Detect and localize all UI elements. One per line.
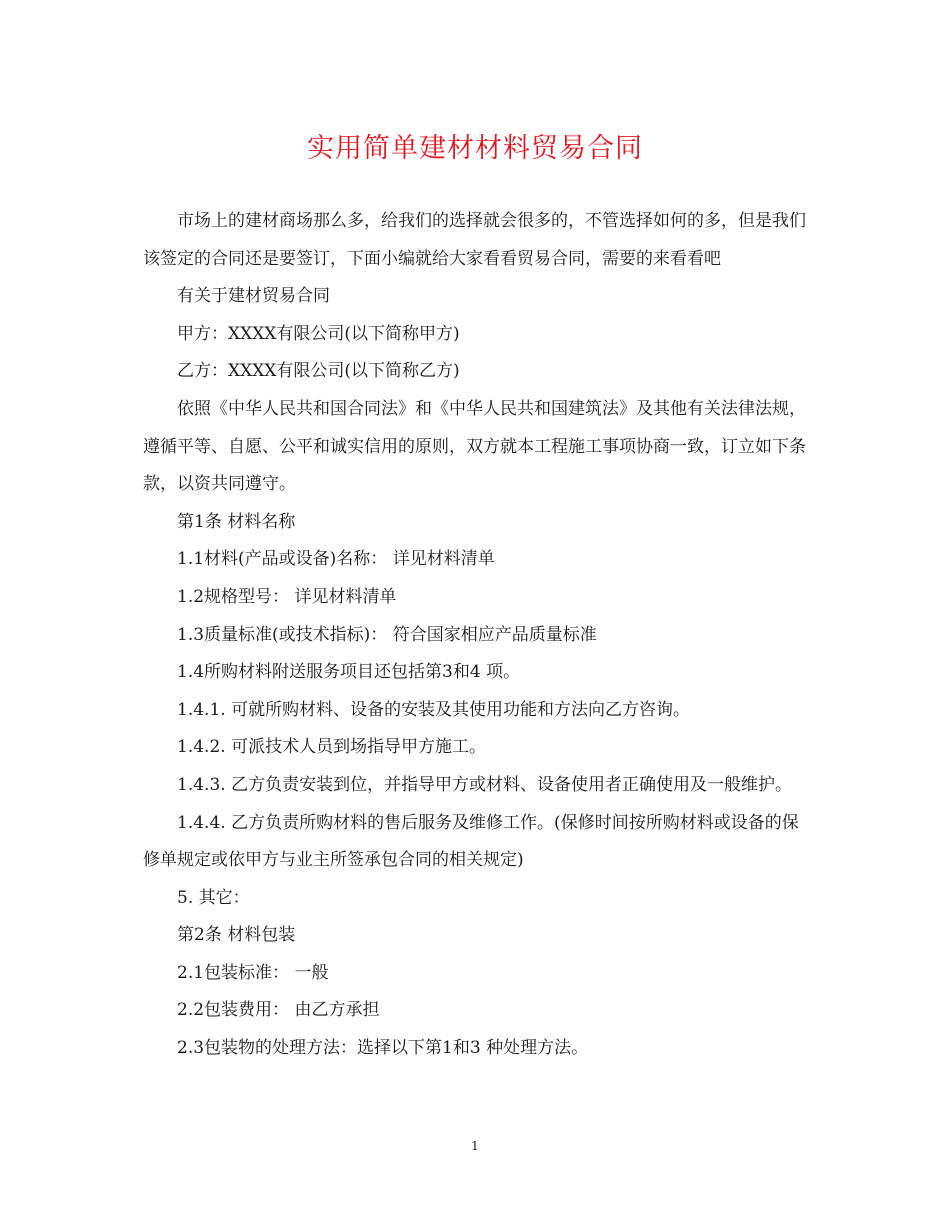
clause-2-2: 2.2包装费用： 由乙方承担: [177, 1000, 380, 1021]
clause-1-4-3: 1.4.3. 乙方负责安装到位，并指导甲方或材料、设备使用者正确使用及一般维护。: [177, 774, 793, 795]
page-number: 1: [471, 1139, 479, 1153]
document-body: [143, 203, 809, 1068]
clause-5: 5. 其它：: [177, 887, 250, 908]
clause-1-1: 1.1材料(产品或设备)名称： 详见材料清单: [177, 549, 495, 570]
document-title: 实用简单建材材料贸易合同: [307, 133, 643, 164]
paragraph-party-a: 甲方：XXXX有限公司(以下简称甲方): [177, 323, 460, 344]
paragraph-heading: 有关于建材贸易合同: [177, 286, 330, 307]
paragraph-party-b: 乙方：XXXX有限公司(以下简称乙方): [177, 361, 460, 382]
clause-2-1: 2.1包装标准： 一般: [177, 962, 329, 983]
article-1-heading: 第1条 材料名称: [177, 511, 296, 532]
clause-1-4-1: 1.4.1. 可就所购材料、设备的安装及其使用功能和方法向乙方咨询。: [177, 699, 691, 720]
article-2-heading: 第2条 材料包装: [177, 925, 296, 946]
clause-1-4: 1.4所购材料附送服务项目还包括第3和4 项。: [177, 662, 521, 683]
clause-1-4-2: 1.4.2. 可派技术人员到场指导甲方施工。: [177, 737, 487, 758]
paragraph-intro: 市场上的建材商场那么多，给我们的选择就会很多的，不管选择如何的多，但是我们该签定的合同还是要签订，下面小编就给大家看看贸易合同，需要的来看看吧: [143, 211, 806, 269]
clause-1-4-4: 1.4.4. 乙方负责所购材料的售后服务及维修工作。(保修时间按所购材料或设备的保修单规定或依甲方与业主所签承包合同的相关规定): [143, 812, 799, 871]
clause-1-2: 1.2规格型号： 详见材料清单: [177, 586, 397, 607]
clause-2-3: 2.3包装物的处理方法：选择以下第1和3 种处理方法。: [177, 1038, 589, 1059]
paragraph-legal-basis: 依照《中华人民共和国合同法》和《中华人民共和国建筑法》及其他有关法律法规，遵循平等、自愿、公平和诚实信用的原则，双方就本工程施工事项协商一致，订立如下条款，以资共同遵守。: [143, 398, 806, 495]
clause-1-3: 1.3质量标准(或技术指标)： 符合国家相应产品质量标准: [177, 624, 597, 645]
